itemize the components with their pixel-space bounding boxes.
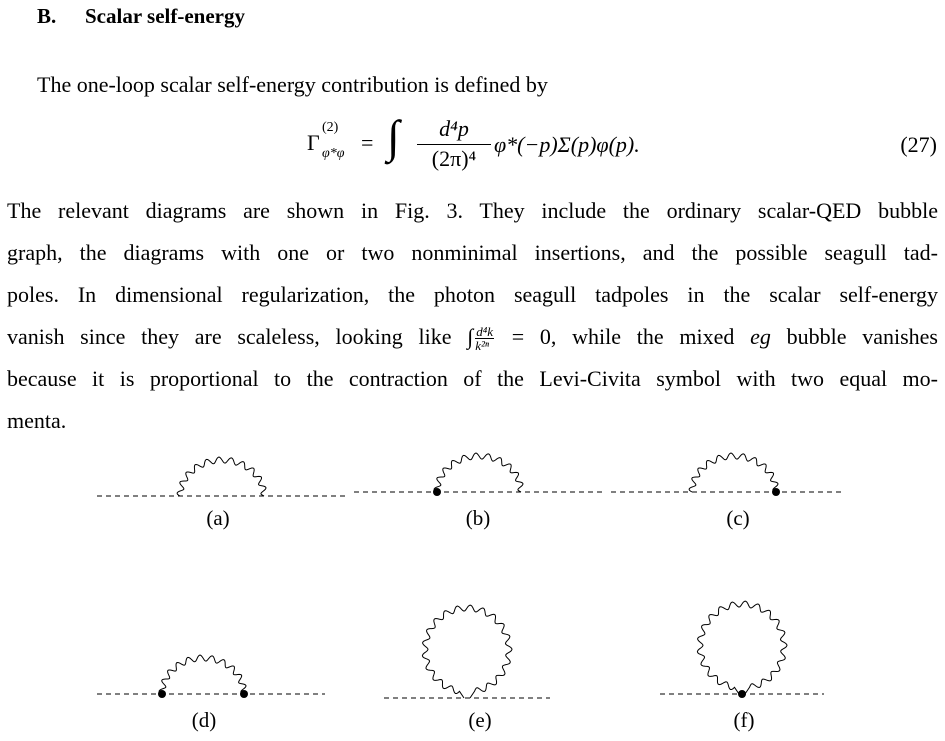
intro-sentence: The one-loop scalar self-energy contribution is defined by [37, 72, 548, 97]
diagram-e-photon-loop [422, 605, 512, 698]
para-line-4-eg: eg [750, 324, 771, 349]
para-line-4-a: vanish since they are scaleless, looking like ∫ [7, 324, 474, 349]
diagram-f-vertex-dot [738, 690, 746, 698]
eq-superscript: (2) [322, 120, 339, 135]
para-line-6: menta. [7, 408, 67, 433]
diagram-b-photon-arc [434, 453, 523, 492]
inline-fraction [475, 325, 494, 352]
diagram-label-f: (f) [733, 708, 755, 732]
para-line-4-b: = 0, while the mixed [496, 324, 751, 349]
figure-3-diagrams [0, 440, 945, 741]
para-line-4-c: bubble vanishes [770, 324, 938, 349]
eq-rhs: φ*(−p)Σ(p)φ(p). [494, 132, 640, 157]
diagram-b-vertex-dot [433, 488, 441, 496]
eq-integral: ∫ [387, 111, 400, 162]
eq-subscript: φ*φ [322, 146, 345, 161]
diagram-d-photon-arc [159, 655, 246, 694]
inline-frac-num: d⁴k [476, 324, 494, 339]
diagram-d-vertex-dot-right [240, 690, 248, 698]
body-paragraph [7, 190, 938, 442]
para-line-1: The relevant diagrams are shown in Fig. 3. They include the ordinary scalar-QED bubble [7, 198, 938, 223]
feynman-diagrams-svg [0, 440, 945, 741]
section-heading [37, 4, 245, 29]
section-number: B. [37, 4, 57, 28]
diagram-label-b: (b) [465, 506, 491, 530]
eq-frac-denominator: (2π)⁴ [431, 146, 477, 171]
diagram-a-photon-arc [177, 457, 266, 496]
equation-number: (27) [900, 132, 937, 157]
section-title: Scalar self-energy [85, 4, 245, 28]
para-line-5: because it is proportional to the contraction of the Levi-Civita symbol with two equal mo- [7, 366, 938, 391]
diagram-c-photon-arc [689, 453, 778, 492]
para-line-2: graph, the diagrams with one or two nonminimal insertions, and the possible seagull tad- [7, 240, 938, 265]
eq-frac-numerator: d⁴p [439, 116, 469, 141]
equation-27 [0, 111, 945, 176]
para-line-3: poles. In dimensional regularization, the photon seagull tadpoles in the scalar self-energy [7, 282, 938, 307]
eq-frac-bar [417, 144, 491, 145]
diagram-label-a: (a) [206, 506, 230, 530]
diagram-c-vertex-dot [772, 488, 780, 496]
diagram-label-e: (e) [468, 708, 492, 732]
diagram-label-c: (c) [726, 506, 750, 530]
inline-frac-den: k²ⁿ [475, 338, 489, 353]
diagram-f-photon-loop [697, 601, 787, 694]
diagram-d-vertex-dot-left [158, 690, 166, 698]
para-line-4 [7, 316, 938, 358]
eq-gamma: Γ [307, 130, 320, 155]
diagram-label-d: (d) [191, 708, 217, 732]
eq-equals: = [361, 130, 374, 155]
